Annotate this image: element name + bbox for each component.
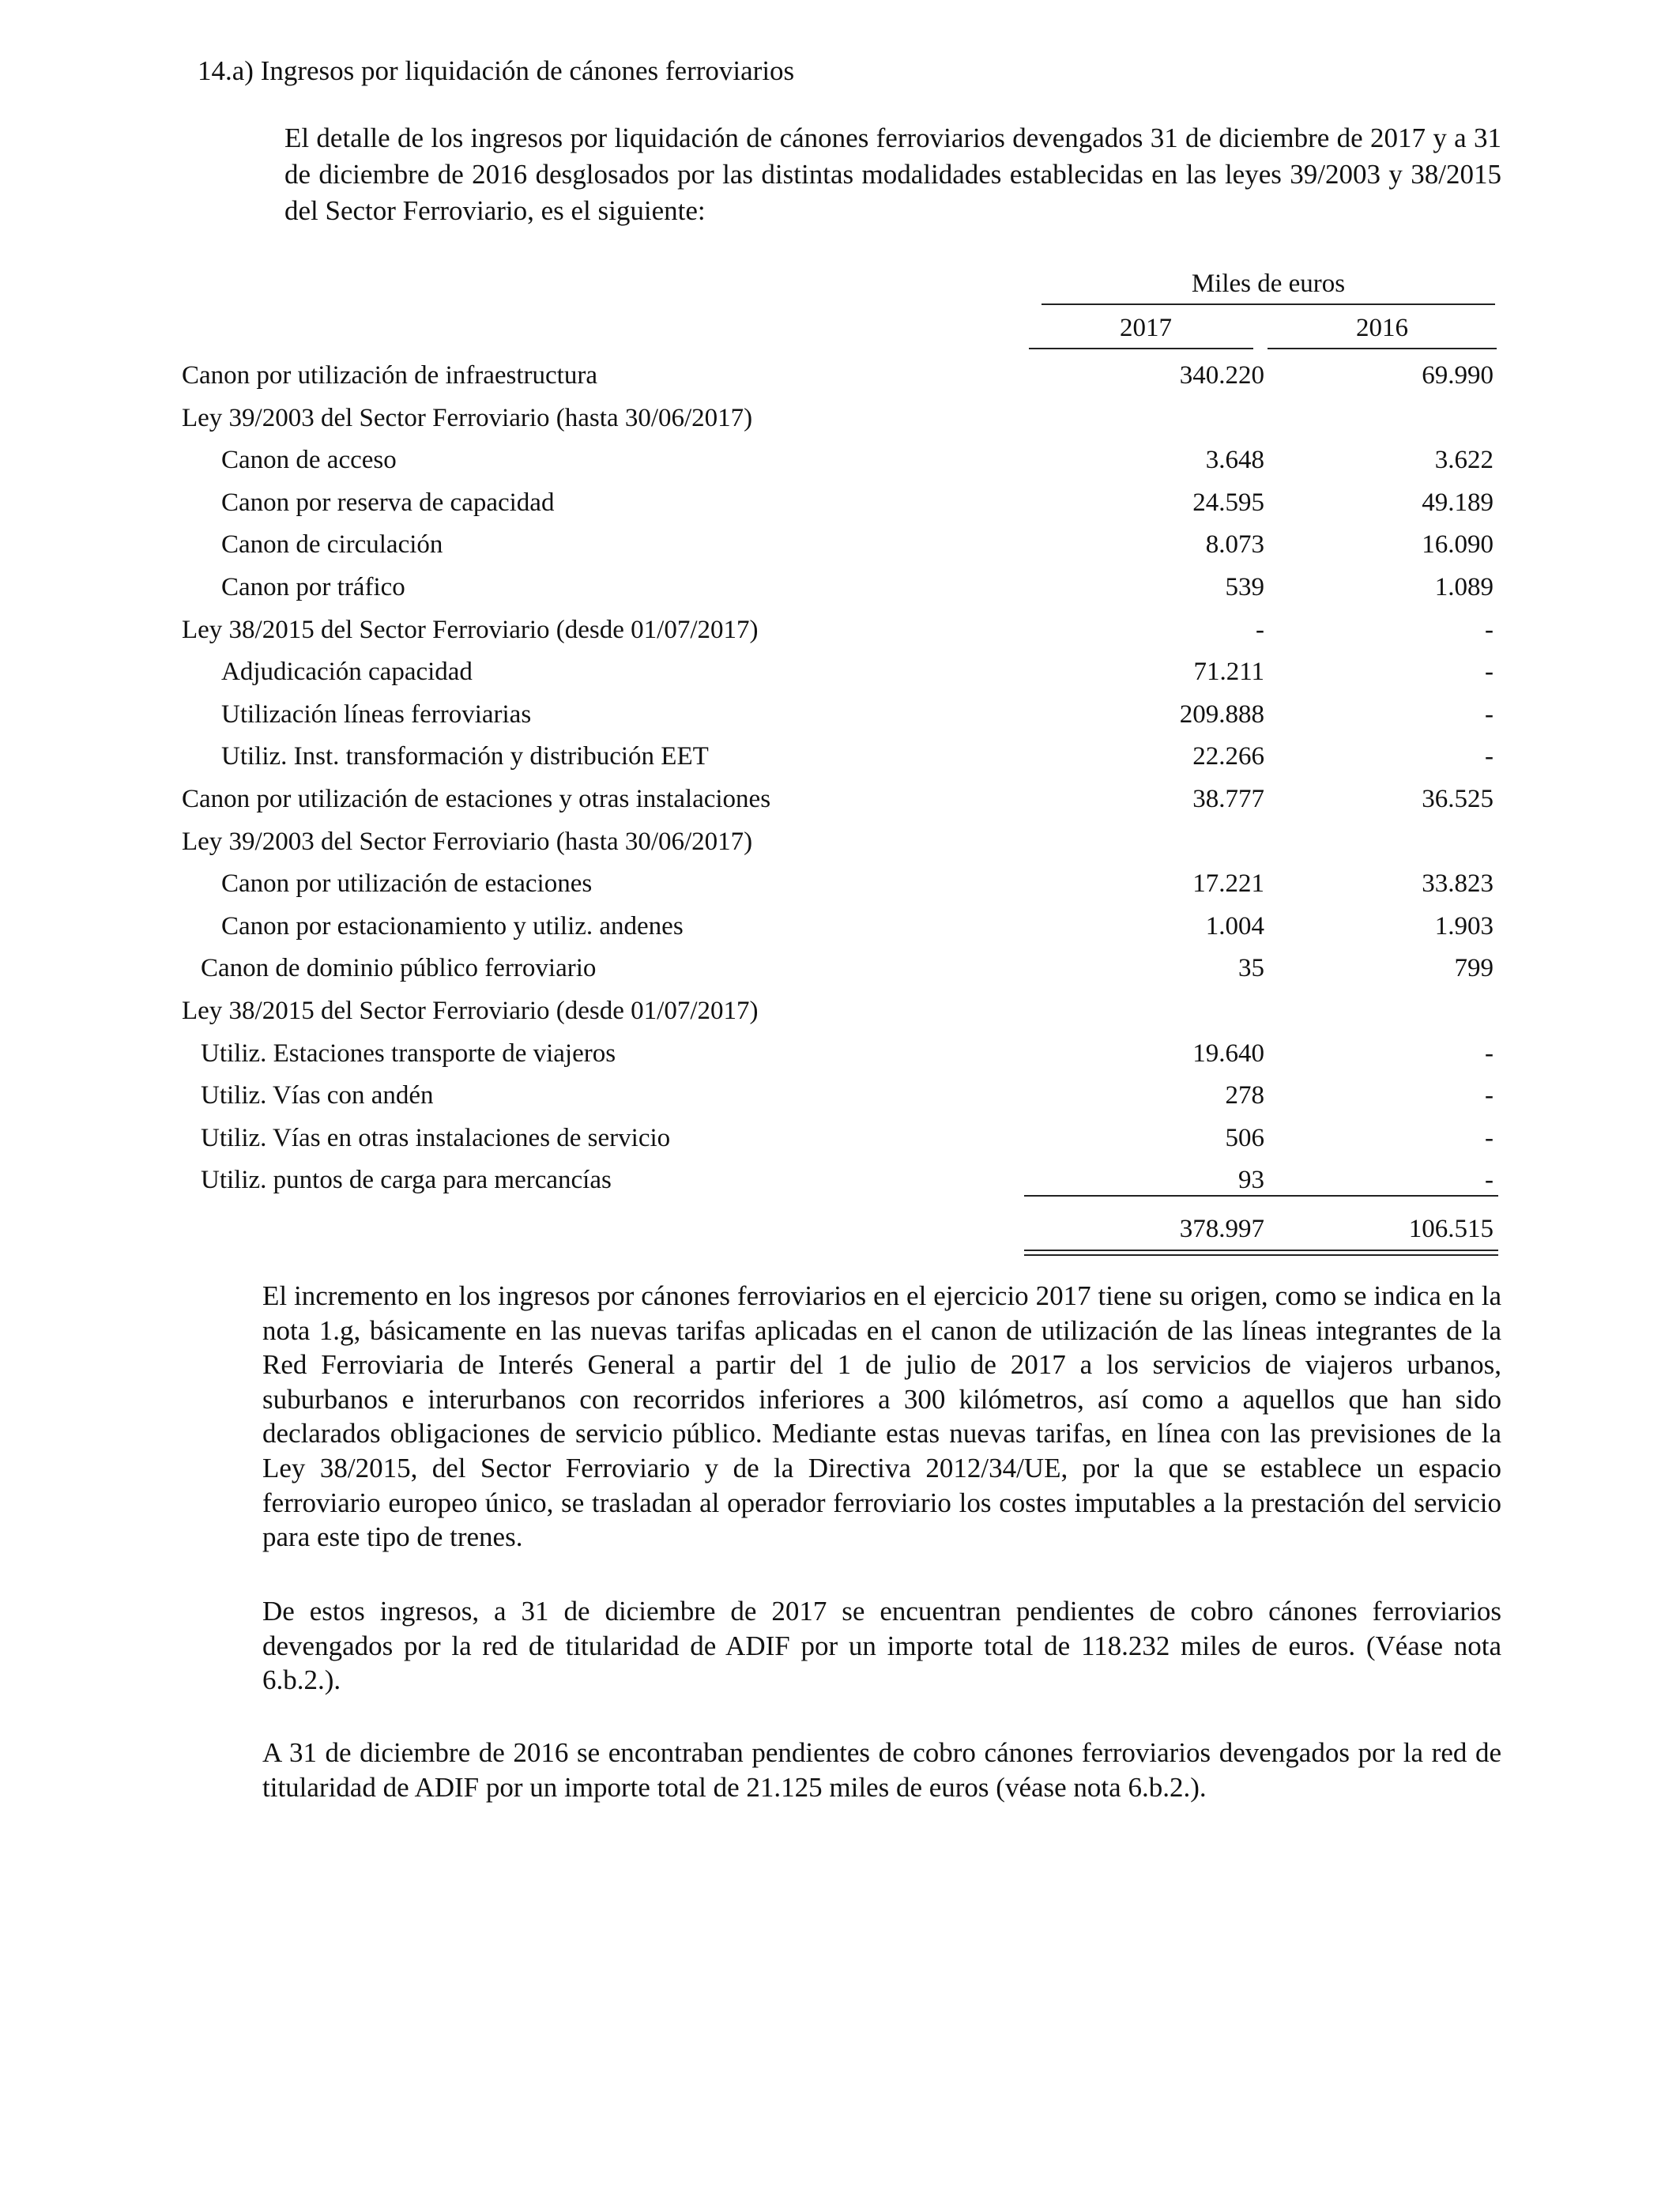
value-2016: - (1485, 699, 1494, 729)
table-row (0, 990, 1680, 1032)
row-label: Adjudicación capacidad (221, 658, 473, 687)
row-label: Utiliz. Estaciones transporte de viajeros (201, 1039, 616, 1068)
row-label: Ley 38/2015 del Sector Ferroviario (desde 01/07/2017) (182, 615, 759, 644)
total-double-rule-top (1024, 1250, 1498, 1251)
value-2016: 799 (1454, 954, 1494, 983)
value-2017: 35 (1238, 954, 1264, 983)
table-row (0, 523, 1680, 566)
unit-header-rule (1042, 303, 1495, 305)
row-label: Canon de acceso (221, 446, 397, 475)
value-2017: - (1256, 615, 1264, 644)
value-2016: 69.990 (1422, 361, 1494, 390)
value-2016: 36.525 (1422, 785, 1494, 813)
table-row (0, 1117, 1680, 1159)
value-2016: - (1485, 1123, 1494, 1152)
table-row (0, 735, 1680, 778)
table-row (0, 1074, 1680, 1117)
value-2016: 1.089 (1434, 573, 1494, 601)
row-label: Canon de dominio público ferroviario (201, 954, 597, 983)
table-row (0, 1032, 1680, 1075)
row-label: Ley 38/2015 del Sector Ferroviario (desde 01/07/2017) (182, 997, 759, 1025)
table-row (0, 566, 1680, 609)
value-2016: 16.090 (1422, 530, 1494, 560)
row-label: Canon por tráfico (221, 573, 405, 601)
value-2017: 3.648 (1205, 446, 1264, 475)
intro-paragraph: El detalle de los ingresos por liquidación de cánones ferroviarios devengados 31 de diciembre de 2017 y a 31 de diciembre de 2016 desglosados por las distintas modalidades establecidas en las leyes 39/2003 y 38/2015 del Sector Ferroviario, es el siguiente: (284, 123, 1501, 226)
row-label: Utiliz. puntos de carga para mercancías (201, 1166, 612, 1195)
total-2017: 378.997 (1179, 1215, 1264, 1243)
row-label: Utiliz. Vías con andén (201, 1081, 434, 1110)
table-row (0, 820, 1680, 863)
row-label: Utiliz. Inst. transformación y distribución EET (221, 742, 709, 771)
table-row (0, 862, 1680, 905)
value-2017: 93 (1238, 1166, 1264, 1195)
value-2016: - (1485, 1039, 1494, 1068)
value-2016: 33.823 (1422, 869, 1494, 899)
row-label: Ley 39/2003 del Sector Ferroviario (hasta 30/06/2017) (182, 827, 753, 856)
value-2016: 3.622 (1434, 446, 1494, 475)
table-row (0, 905, 1680, 948)
value-2016: - (1485, 615, 1494, 644)
table-row (0, 439, 1680, 481)
value-2017: 1.004 (1205, 911, 1264, 941)
paragraph-pending-2016: A 31 de diciembre de 2016 se encontraban pendientes de cobro cánones ferroviarios devengados por la red de titularidad de ADIF por un importe total de 21.125 miles de euros (véase nota 6.b.2.). (262, 1737, 1501, 1803)
value-2017: 19.640 (1192, 1039, 1264, 1068)
table-row (0, 778, 1680, 820)
value-2016: - (1485, 1166, 1494, 1195)
value-2016: - (1485, 1081, 1494, 1110)
row-label: Utilización líneas ferroviarias (221, 699, 532, 729)
row-label: Canon por utilización de infraestructura (182, 361, 597, 390)
value-2017: 71.211 (1193, 658, 1264, 687)
row-label: Utiliz. Vías en otras instalaciones de servicio (201, 1123, 671, 1152)
row-label: Canon por reserva de capacidad (221, 488, 555, 517)
value-2017: 506 (1225, 1123, 1264, 1152)
table-row (0, 481, 1680, 524)
unit-header: Miles de euros (1191, 270, 1346, 298)
value-2017: 17.221 (1192, 869, 1264, 899)
value-2017: 278 (1225, 1081, 1264, 1110)
value-2016: - (1485, 742, 1494, 771)
table-row (0, 650, 1680, 693)
column-header-2016: 2016 (1356, 314, 1408, 342)
row-label: Canon por utilización de estaciones y otras instalaciones (182, 785, 771, 813)
table-total-row (0, 1208, 1680, 1250)
table-row (0, 609, 1680, 651)
table-row (0, 693, 1680, 736)
column-rule-2017 (1029, 348, 1253, 349)
value-2016: - (1485, 658, 1494, 687)
table-row (0, 354, 1680, 397)
row-label: Canon por utilización de estaciones (221, 869, 593, 899)
column-rule-2016 (1268, 348, 1497, 349)
paragraph-pending-2017: De estos ingresos, a 31 de diciembre de 2017 se encuentran pendientes de cobro cánones ferroviarios devengados por la red de titularidad de ADIF por un importe total de 118.232 miles de euros. (Véase nota 6.b.2.). (262, 1596, 1501, 1696)
total-double-rule-bottom (1024, 1254, 1498, 1256)
column-header-2017: 2017 (1120, 314, 1172, 342)
value-2017: 209.888 (1179, 699, 1264, 729)
value-2017: 340.220 (1179, 361, 1264, 390)
value-2017: 22.266 (1192, 742, 1264, 771)
subtotal-rule (1024, 1195, 1498, 1197)
row-label: Ley 39/2003 del Sector Ferroviario (hasta 30/06/2017) (182, 403, 753, 432)
value-2017: 539 (1225, 573, 1264, 601)
section-heading: 14.a) Ingresos por liquidación de cánones ferroviarios (198, 55, 795, 86)
value-2016: 1.903 (1434, 911, 1494, 941)
row-label: Canon de circulación (221, 530, 443, 560)
value-2017: 8.073 (1205, 530, 1264, 560)
table-row (0, 947, 1680, 990)
paragraph-increment-explanation: El incremento en los ingresos por cánones ferroviarios en el ejercicio 2017 tiene su origen, como se indica en la nota 1.g, básicamente en las nuevas tarifas aplicadas en el canon de utilización de las líneas integrantes de la Red Ferroviaria de Interés General a partir del 1 de julio de 2017 a los servicios de viajeros urbanos, suburbanos e interurbanos con recorridos inferiores a 300 kilómetros, así como a aquellos que han sido declarados obligaciones de servicio público. Mediante estas nuevas tarifas, en línea con las previsiones de la Ley 38/2015, del Sector Ferroviario y de la Directiva 2012/34/UE, por la que se establece un espacio ferroviario europeo único, se trasladan al operador ferroviario los costes imputables a la prestación del servicio para este tipo de trenes. (262, 1280, 1501, 1553)
value-2016: 49.189 (1422, 488, 1494, 517)
value-2017: 38.777 (1192, 785, 1264, 813)
table-row (0, 397, 1680, 439)
total-2016: 106.515 (1408, 1215, 1494, 1243)
row-label: Canon por estacionamiento y utiliz. andenes (221, 911, 684, 941)
value-2017: 24.595 (1192, 488, 1264, 517)
